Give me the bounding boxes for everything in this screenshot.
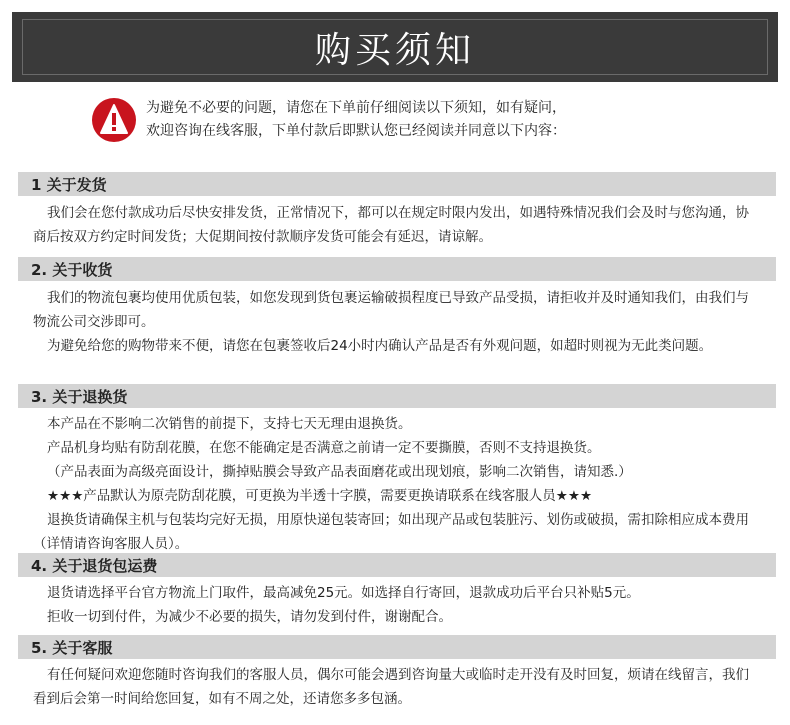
section-paragraph: 我们会在您付款成功后尽快安排发货，正常情况下，都可以在规定时限内发出，如遇特殊情况我们会及时与您沟通，协商后按双方约定时间发货；大促期间按付款顺序发货可能会有延迟，请谅解。 — [33, 205, 749, 245]
section-paragraph: 拒收一切到付件，为减少不必要的损失，请勿发到付件，谢谢配合。 — [47, 609, 452, 625]
section-header-receiving — [18, 257, 776, 281]
section-header-returns — [18, 384, 776, 408]
page-title: 购买须知 — [314, 29, 475, 71]
section-title: 3. 关于退换货 — [31, 387, 128, 406]
section-header-shipping — [18, 172, 776, 196]
section-paragraph: 本产品在不影响二次销售的前提下，支持七天无理由退换货。 — [47, 416, 412, 432]
intro-notice — [92, 97, 712, 143]
section-paragraph: 退货请选择平台官方物流上门取件，最高减免25元。如选择自行寄回，退款成功后平台只补贴5元。 — [47, 585, 640, 601]
section-body-receiving — [33, 286, 761, 358]
section-title: 1 关于发货 — [31, 175, 107, 194]
intro-text — [146, 97, 566, 143]
section-title: 5. 关于客服 — [31, 638, 113, 657]
section-body-returns — [33, 412, 761, 556]
section-paragraph: 退换货请确保主机与包装均完好无损，用原快递包装寄回；如出现产品或包装脏污、划伤或破损，需扣除相应成本费用（详情请咨询客服人员）。 — [33, 512, 749, 552]
section-body-shipping — [33, 201, 761, 249]
section-paragraph: 我们的物流包裹均使用优质包装，如您发现到货包裹运输破损程度已导致产品受损，请拒收并及时通知我们，由我们与物流公司交涉即可。 — [33, 290, 749, 330]
section-body-return-shipping — [33, 581, 761, 629]
section-paragraph: 为避免给您的购物带来不便，请您在包裹签收后24小时内确认产品是否有外观问题，如超时则视为无此类问题。 — [47, 338, 713, 354]
intro-line: 为避免不必要的问题，请您在下单前仔细阅读以下须知，如有疑问， — [146, 100, 566, 116]
section-title: 2. 关于收货 — [31, 260, 113, 279]
section-paragraph: 有任何疑问欢迎您随时咨询我们的客服人员，偶尔可能会遇到咨询量大或临时走开没有及时回复，烦请在线留言，我们看到后会第一时间给您回复，如有不周之处，还请您多多包涵。 — [33, 667, 749, 707]
section-paragraph: 产品机身均贴有防刮花膜，在您不能确定是否满意之前请一定不要撕膜，否则不支持退换货。 — [47, 440, 601, 456]
section-paragraph: ★★★产品默认为原壳防刮花膜，可更换为半透十字膜，需要更换请联系在线客服人员★★★ — [47, 488, 593, 504]
section-body-customer-service — [33, 663, 761, 711]
section-header-customer-service — [18, 635, 776, 659]
intro-line: 欢迎咨询在线客服，下单付款后即默认您已经阅读并同意以下内容： — [146, 123, 566, 139]
section-paragraph: （产品表面为高级亮面设计，撕掉贴膜会导致产品表面磨花或出现划痕，影响二次销售，请知悉.） — [47, 464, 632, 480]
section-header-return-shipping — [18, 553, 776, 577]
title-banner — [12, 12, 778, 82]
section-title: 4. 关于退货包运费 — [31, 556, 158, 575]
title-banner-frame — [22, 19, 768, 75]
exclamation-warning-icon — [92, 98, 136, 142]
